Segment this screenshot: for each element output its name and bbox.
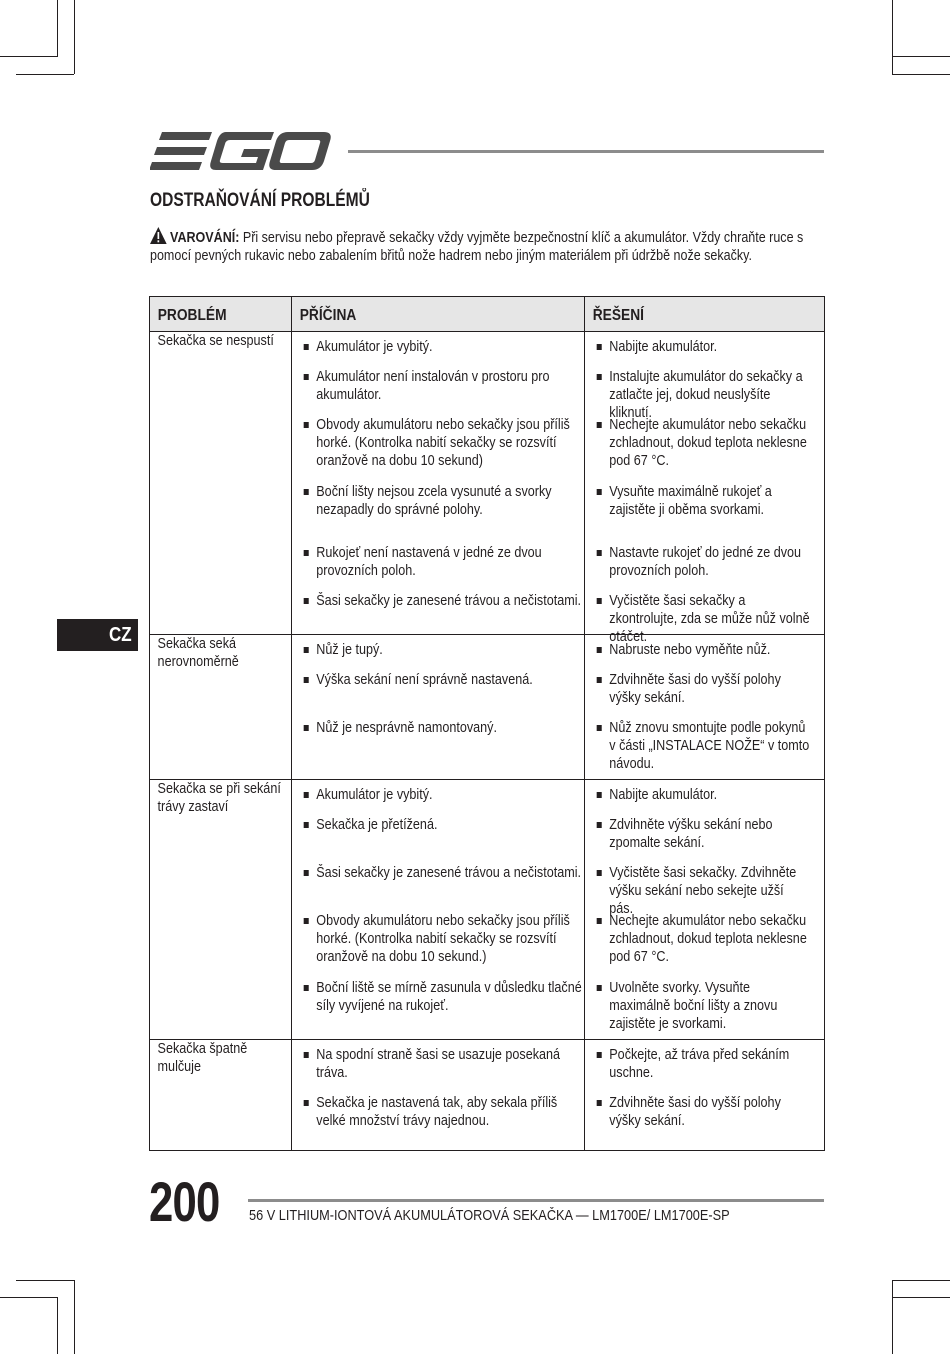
language-code: CZ [109,624,132,646]
cause-cell [292,780,585,1040]
header-rule [348,150,824,153]
crop-mark [74,0,75,74]
problem-cell: Sekačka se při sekání trávy zastaví [150,780,292,1040]
header-cause: PŘÍČINA [292,297,585,332]
language-tab [57,619,138,651]
solution-item: Zdvihněte výšku sekání nebo zpomalte sekání. [595,816,811,864]
footer-text: 56 V LITHIUM-IONTOVÁ AKUMULÁTOROVÁ SEKAČKA — LM1700E/ LM1700E-SP [249,1207,730,1224]
solution-cell [585,780,825,1040]
solution-item: Nechejte akumulátor nebo sekačku zchladnout, dokud teplota neklesne pod 67 °C. [595,912,811,979]
warning-text: Při servisu nebo přepravě sekačky vždy vyjměte bezpečnostní klíč a akumulátor. Vždy chraňte ruce s pomocí pevných rukavic nebo zabalením břitů nože hadrem nebo jiným materiálem při údržbě nože sekačky. [150,229,804,264]
cause-item: Šasi sekačky je zanesené trávou a nečistotami. [302,592,583,626]
crop-mark [892,0,893,74]
cause-cell [292,635,585,780]
problem-cell: Sekačka se nespustí [150,332,292,635]
crop-mark [0,1297,57,1298]
crop-mark [892,56,950,57]
cause-item: Akumulátor je vybitý. [302,338,583,368]
cause-item: Nůž je tupý. [302,641,583,671]
cause-item: Obvody akumulátoru nebo sekačky jsou příliš horké. (Kontrolka nabití sekačky se rozsvítí oranžově na dobu 10 sekund) [302,416,583,483]
solution-item: Nabijte akumulátor. [595,786,811,816]
table-row [150,635,825,780]
table-row [150,780,825,1040]
crop-mark [57,0,58,57]
crop-mark [892,74,950,75]
solution-item: Počkejte, až tráva před sekáním uschne. [595,1046,811,1094]
problem-cell: Sekačka seká nerovnoměrně [150,635,292,780]
warning-triangle-icon [150,227,167,244]
cause-item: Akumulátor je vybitý. [302,786,583,816]
crop-mark [16,74,74,75]
solution-item: Uvolněte svorky. Vysuňte maximálně boční lišty a znovu zajistěte je svorkami. [595,979,811,1031]
solution-item: Vysuňte maximálně rukojeť a zajistěte ji oběma svorkami. [595,483,811,544]
table-header-row [150,297,825,332]
solution-item: Zdvihněte šasi do vyšší polohy výšky sekání. [595,1094,811,1142]
crop-mark [74,1280,75,1354]
solution-cell [585,332,825,645]
ego-logo [150,130,332,172]
troubleshooting-table [149,296,825,1151]
footer-rule [248,1199,824,1202]
crop-mark [0,56,57,57]
solution-cell [585,635,825,780]
cause-item: Boční lišty nejsou zcela vysunuté a svorky nezapadly do správné polohy. [302,483,583,544]
crop-mark [16,1280,74,1281]
solution-cell [585,1040,825,1151]
warning-notice [150,227,826,265]
crop-mark [892,1280,950,1281]
cause-item: Akumulátor není instalován v prostoru pro akumulátor. [302,368,583,416]
header-solution: ŘEŠENÍ [585,297,825,332]
solution-item: Nastavte rukojeť do jedné ze dvou provozních poloh. [595,544,811,592]
table-row [150,332,825,635]
cause-item: Sekačka je nastavená tak, aby sekala příliš velké množství trávy najednou. [302,1094,583,1142]
cause-item: Šasi sekačky je zanesené trávou a nečistotami. [302,864,583,912]
cause-item: Výška sekání není správně nastavená. [302,671,583,719]
crop-mark [892,1280,893,1354]
solution-item: Nabruste nebo vyměňte nůž. [595,641,811,671]
solution-item: Vyčistěte šasi sekačky. Zdvihněte výšku sekání nebo sekejte užší pás. [595,864,811,912]
cause-item: Sekačka je přetížená. [302,816,583,864]
header-problem: PROBLÉM [150,297,292,332]
solution-item: Vyčistěte šasi sekačky a zkontrolujte, zda se může nůž volně otáčet. [595,592,811,626]
table-row [150,1040,825,1151]
solution-item: Nůž znovu smontujte podle pokynů v části „INSTALACE NOŽE“ v tomto návodu. [595,719,811,771]
cause-cell [292,332,585,635]
warning-label: VAROVÁNÍ: [170,229,240,246]
solution-item: Instalujte akumulátor do sekačky a zatlačte jej, dokud neuslyšíte kliknutí. [595,368,811,416]
page-title: ODSTRAŇOVÁNÍ PROBLÉMŮ [150,190,370,211]
cause-item: Rukojeť není nastavená v jedné ze dvou provozních poloh. [302,544,583,592]
cause-item: Na spodní straně šasi se usazuje posekaná tráva. [302,1046,583,1094]
solution-item: Nechejte akumulátor nebo sekačku zchladnout, dokud teplota neklesne pod 67 °C. [595,416,811,483]
crop-mark [57,1297,58,1354]
cause-item: Obvody akumulátoru nebo sekačky jsou příliš horké. (Kontrolka nabití sekačky se rozsvítí oranžově na dobu 10 sekund.) [302,912,583,979]
solution-item: Zdvihněte šasi do vyšší polohy výšky sekání. [595,671,811,719]
cause-item: Boční liště se mírně zasunula v důsledku tlačné síly vyvíjené na rukojeť. [302,979,583,1031]
solution-item: Nabijte akumulátor. [595,338,811,368]
problem-cell: Sekačka špatně mulčuje [150,1040,292,1151]
cause-cell [292,1040,585,1151]
page-number: 200 [149,1170,220,1233]
crop-mark [892,1297,950,1298]
cause-item: Nůž je nesprávně namontovaný. [302,719,583,771]
